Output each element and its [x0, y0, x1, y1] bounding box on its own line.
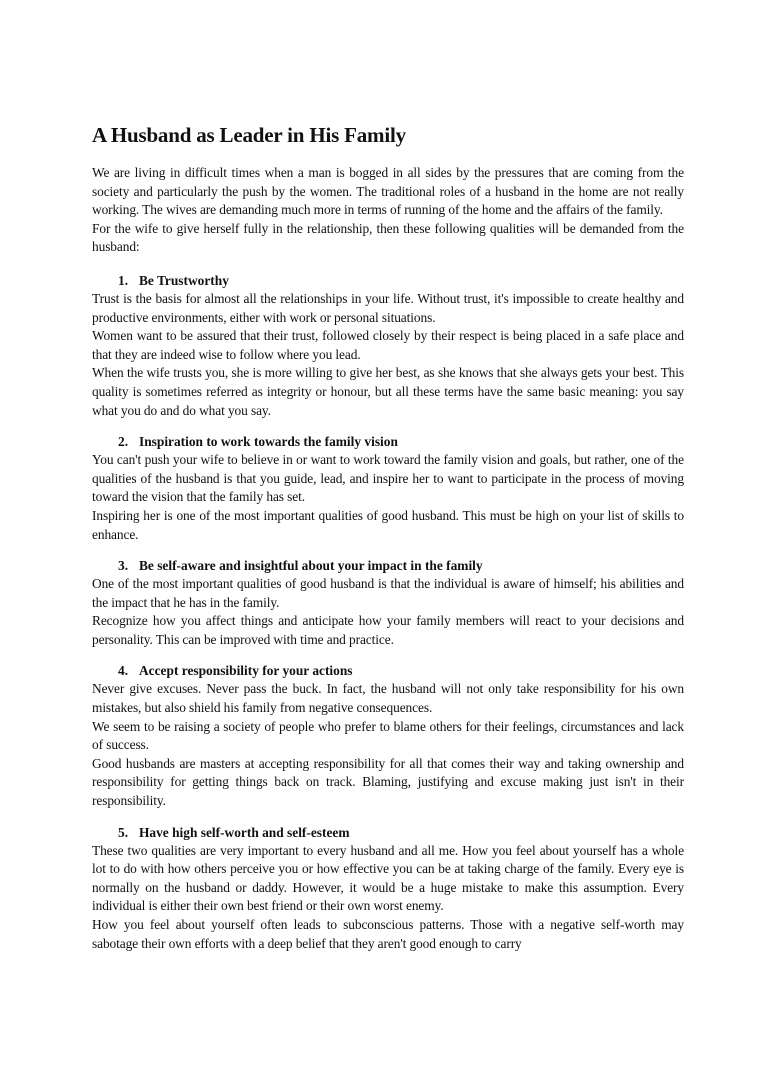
- page-title: A Husband as Leader in His Family: [92, 123, 406, 147]
- section-title: Inspiration to work towards the family vision: [139, 434, 398, 450]
- section-heading: [92, 433, 684, 451]
- intro-paragraph: We are living in difficult times when a man is bogged in all sides by the pressures that are coming from the society and particularly the push by the women. The traditional roles of a husband in the home are not really working. The wives are demanding much more in terms of running of the home and the affairs of the family.: [92, 165, 684, 218]
- section-heading: [92, 824, 684, 842]
- section-self-aware: [92, 557, 684, 649]
- section-number: 2.: [118, 434, 129, 450]
- section-number: 5.: [118, 824, 129, 840]
- section-number: 4.: [118, 663, 129, 679]
- section-paragraph: One of the most important qualities of good husband is that the individual is aware of himself; his abilities and the impact that he has in the family.: [92, 576, 684, 610]
- section-heading: [92, 272, 684, 290]
- section-paragraph: Trust is the basis for almost all the relationships in your life. Without trust, it's impossible to create healthy and productive environments, either with work or personal situations.: [92, 290, 684, 325]
- section-paragraph: We seem to be raising a society of people who prefer to blame others for their feelings, circumstances and lack of success.: [92, 718, 684, 753]
- section-paragraph: You can't push your wife to believe in or want to work toward the family vision and goals, but rather, one of the qualities of the husband is that you guide, lead, and inspire her to want to participate in the process of moving toward the vision that the family has set.: [92, 452, 684, 505]
- intro-paragraph: For the wife to give herself fully in the relationship, then these following qualities will be demanded from the husband:: [92, 220, 684, 255]
- section-number: 1.: [118, 272, 129, 288]
- section-heading: [92, 557, 684, 575]
- section-heading: [92, 662, 684, 680]
- section-paragraph: When the wife trusts you, she is more willing to give her best, as she knows that she always gets your best. This quality is sometimes referred as integrity or honour, but all these terms have the same basic meaning: you say what you do and do what you say.: [92, 365, 684, 418]
- section-paragraph: Good husbands are masters at accepting responsibility for all that comes their way and taking ownership and responsibility for getting things back on track. Blaming, justifying and excuse making just isn't in their responsibility.: [92, 755, 684, 809]
- section-paragraph: Recognize how you affect things and anticipate how your family members will react to your decisions and personality. This can be improved with time and practice.: [92, 613, 684, 647]
- section-title: Be Trustworthy: [139, 272, 229, 288]
- section-paragraph: Inspiring her is one of the most important qualities of good husband. This must be high on your list of skills to enhance.: [92, 507, 684, 542]
- section-title: Be self-aware and insightful about your impact in the family: [139, 558, 483, 574]
- section-paragraph: Never give excuses. Never pass the buck. In fact, the husband will not only take responsibility for his own mistakes, but also shield his family from negative consequences.: [92, 681, 684, 716]
- section-paragraph: Women want to be assured that their trust, followed closely by their respect is being placed in a safe place and that they are indeed wise to follow where you lead.: [92, 328, 684, 362]
- section-number: 3.: [118, 558, 129, 574]
- section-paragraph: How you feel about yourself often leads to subconscious patterns. Those with a negative self-worth may sabotage their own efforts with a deep belief that they aren't good enough to carry: [92, 917, 684, 951]
- section-responsibility: [92, 662, 684, 810]
- section-paragraph: These two qualities are very important to every husband and all me. How you feel about yourself has a whole lot to do with how others perceive you or how effective you can be at taking charge of the family. Every eye is normally on the husband or daddy. However, it would be a huge mistake to make this assumption. Every individual is either their own best friend or their own worst enemy.: [92, 842, 684, 914]
- section-title: Accept responsibility for your actions: [139, 663, 353, 679]
- section-title: Have high self-worth and self-esteem: [139, 824, 350, 840]
- section-self-worth: [92, 824, 684, 954]
- section-inspiration: [92, 433, 684, 544]
- document-body: [92, 122, 684, 953]
- section-trustworthy: [92, 272, 684, 420]
